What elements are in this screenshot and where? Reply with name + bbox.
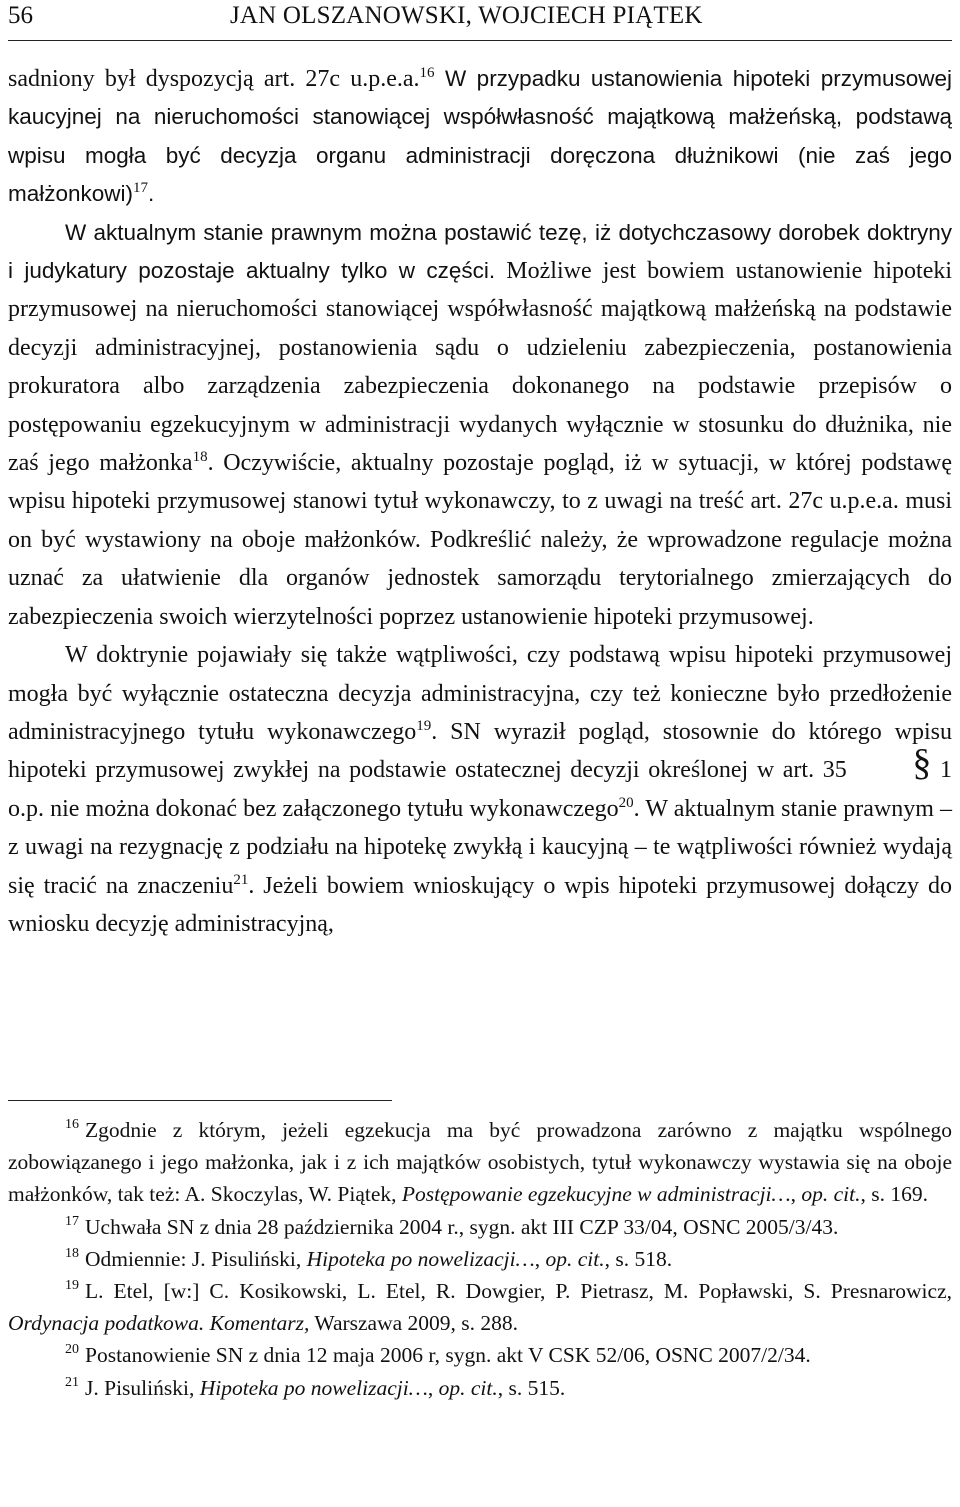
footnote-ref-16[interactable]: 16 (419, 65, 435, 81)
footnote-op-cit: op. cit. (801, 1182, 861, 1207)
footnote-text: L. Etel, [w:] C. Kosikowski, L. Etel, R. Dowgier, P. Pietrasz, M. Popławski, S. Presnarowicz, (85, 1279, 952, 1304)
footnote-number: 17 (65, 1213, 79, 1229)
footnote-text: Zgodnie z którym, jeżeli egzekucja ma być prowadzona zarówno z majątku wspólnego zobowiązanego i jego małżonka, jak i z ich majątków osobistych, tytuł wykonawczy wystawia się na oboje małżonków, tak też: A. Skoczylas, W. Piątek, (8, 1118, 952, 1207)
footnote-separator (8, 1100, 392, 1101)
paragraph-2 (8, 214, 952, 636)
footnote-ref-20[interactable]: 20 (618, 794, 634, 811)
footnote-text: , s. 515. (497, 1375, 566, 1400)
footnote-text: , s. 169. (860, 1182, 929, 1207)
p3-text-d: . W aktualnym stanie prawnym – z uwagi na rezygnację z podziału na hipotekę zwykłą i kaucyjną – te wątpliwości również wydają się tracić na znaczeniu (8, 795, 953, 899)
footnote-op-cit: op. cit. (438, 1375, 498, 1400)
footnote-20 (8, 1339, 952, 1371)
p2-text-b: . Oczywiście, aktualny pozostaje pogląd, iż w sytuacji, w której podstawę wpisu hipoteki przymusowej stanowi tytuł wykonawczy, to z uwagi na treść art. 27c u.p.e.a. musi on być wystawiony na oboje małżonków. Podkreślić należy, że wprowadzone regulacje można uznać za ułatwienie dla organów jednostek samorządu terytorialnego zmierzających do zabezpieczenia swoich wierzytelności poprzez ustanowienie hipoteki przymusowej. (8, 450, 952, 630)
footnote-ref-19[interactable]: 19 (416, 717, 432, 734)
footnote-text: Odmiennie: J. Pisuliński, (85, 1246, 307, 1271)
footnotes (8, 1114, 952, 1404)
p3-text-c: 1 o.p. nie można dokonać bez załączonego tytułu wykonawczego (8, 757, 953, 822)
footnote-title: Postępowanie egzekucyjne w administracji… (401, 1182, 791, 1207)
footnote-text: Postanowienie SN z dnia 12 maja 2006 r, sygn. akt V CSK 52/06, OSNC 2007/2/34. (85, 1343, 811, 1368)
p2-text-a: Możliwe jest bowiem ustanowienie hipoteki przymusowej na nieruchomości stanowiącej współwłasność majątkową małżeńską na podstawie decyzji administracyjnej, postanowienia sądu o udzieleniu zabezpieczenia, postanowienia prokuratora albo zarządzenia zabezpieczenia dokonanego na podstawie przepisów o postępowaniu egzekucyjnym w administracji wydanych wyłącznie w stosunku do dłużnika, nie zaś jego małżonka (8, 258, 953, 477)
footnote-21 (8, 1372, 952, 1404)
footnote-18 (8, 1243, 952, 1275)
footnote-17 (8, 1211, 952, 1243)
footnote-title: Hipoteka po nowelizacji… (306, 1246, 535, 1271)
footnote-text: , s. 518. (604, 1246, 673, 1271)
footnote-number: 20 (65, 1342, 79, 1358)
footnote-text: J. Pisuliński, (85, 1375, 200, 1400)
p1-text-c: . (148, 181, 155, 207)
footnote-text: , (427, 1375, 439, 1400)
footnote-number: 18 (65, 1245, 79, 1261)
footnote-16 (8, 1114, 952, 1211)
p1-text-a: sadniony był dyspozycją art. 27c u.p.e.a. (8, 66, 420, 92)
footnote-op-cit: op. cit. (545, 1246, 605, 1271)
p3-text-e: . Jeżeli bowiem wnioskujący o wpis hipoteki przymusowej dołączy do wniosku decyzję administracyjną, (8, 872, 952, 937)
footnote-number: 16 (65, 1117, 79, 1132)
footnote-text: , (534, 1246, 546, 1271)
footnote-19 (8, 1275, 952, 1339)
footnote-text: Uchwała SN z dnia 28 października 2004 r., sygn. akt III CZP 33/04, OSNC 2005/3/43. (85, 1214, 839, 1239)
p3-text-b: . SN wyraził pogląd, stosownie do którego wpisu hipoteki przymusowej zwykłej na podstawie ostatecznej decyzji określonej w art. 35 (8, 718, 952, 784)
footnote-ref-18[interactable]: 18 (192, 449, 208, 466)
footnote-ref-17[interactable]: 17 (133, 180, 149, 197)
paragraph-1 (8, 60, 952, 214)
footnote-ref-21[interactable]: 21 (233, 871, 249, 888)
footnote-number: 21 (65, 1374, 79, 1390)
footnote-text: , (790, 1182, 802, 1207)
p2-sans-text: W aktualnym stanie prawnym można postawić tezę, iż dotychczasowy dorobek doktryny i judykatury pozostaje aktualny tylko w części. (8, 219, 952, 284)
footnote-title: Hipoteka po nowelizacji… (199, 1375, 428, 1400)
footnote-text: Warszawa 2009, s. 288. (309, 1311, 519, 1336)
page-number: 56 (8, 2, 33, 29)
p3-text-a: W doktrynie pojawiały się także wątpliwości, czy podstawą wpisu hipoteki przymusowej mogła być wyłącznie ostateczna decyzja administracyjna, czy też konieczne było przedłożenie administracyjnego tytułu wykonawczego (8, 642, 952, 745)
footnote-title: Ordynacja podatkowa. Komentarz, (8, 1311, 310, 1336)
p1-text-b: W przypadku ustanowienia hipoteki przymusowej kaucyjnej na nieruchomości stanowiącej współwłasność majątkową małżeńską, podstawą wpisu mogła być decyzja organu administracji doręczona dłużnikowi (nie zaś jego małżonkowi) (8, 66, 953, 207)
paragraph-3: W doktrynie pojawiały się także wątpliwości, czy podstawą wpisu hipoteki przymusowej mogła być wyłącznie ostateczna decyzja administracyjna, czy też konieczne było przedłożenie administracyjnego tytułu wykonawczego$^{19}$. SN wyraził pogląd, stosownie do którego wpisu hipoteki przymusowej zwykłej na podstawie ostatecznej decyzji określonej w art. 35 § 1 o.p. nie można dokonać bez załączonego tytułu wykonawczego$^{20}$. W aktualnym stanie prawnym – z uwagi na rezygnację z podziału na hipotekę zwykłą i kaucyjną – te wątpliwości również wydają się tracić na znaczeniu$^{21}$. Jeżeli bowiem wnioskujący o wpis hipoteki przymusowej dołączy do wniosku decyzję administracyjną, (8, 642, 953, 937)
body-text (8, 60, 952, 943)
running-header (8, 0, 952, 41)
footnote-number: 19 (65, 1278, 79, 1294)
header-authors: JAN OLSZANOWSKI, WOJCIECH PIĄTEK (230, 2, 703, 29)
